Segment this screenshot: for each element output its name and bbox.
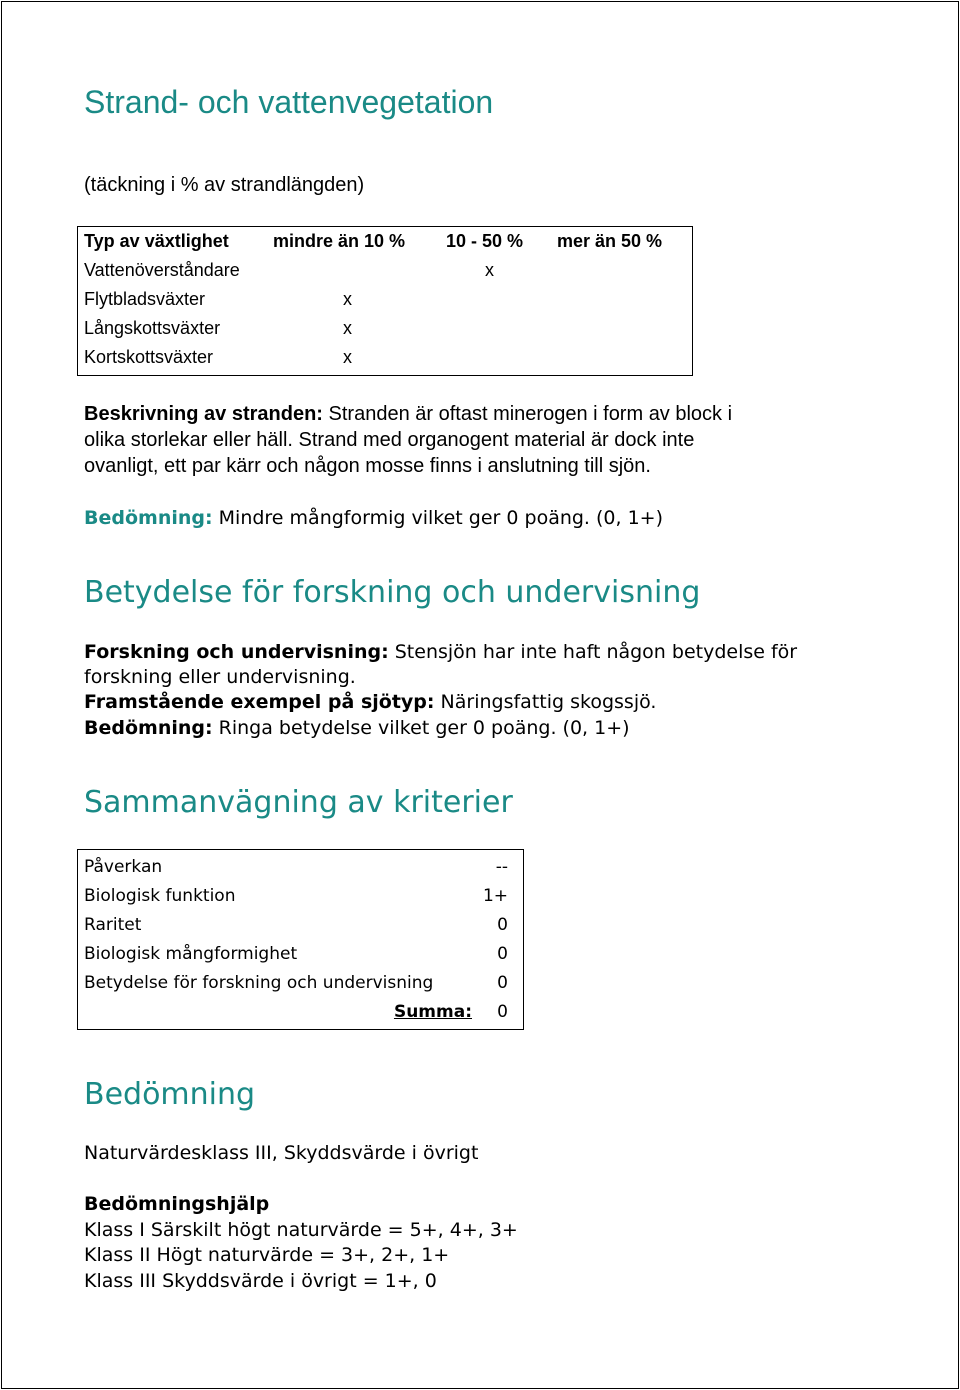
summary-row-label: Biologisk funktion: [84, 886, 236, 906]
summary-row-label: Betydelse för forskning och undervisning: [84, 973, 434, 993]
research-assessment: [84, 717, 630, 739]
example-line: [84, 691, 656, 713]
table-row-label: Flytbladsväxter: [84, 289, 206, 309]
shore-description-line-1: [84, 403, 732, 426]
summary-row-label: Biologisk mångformighet: [84, 944, 298, 964]
summary-row-value: 0: [497, 915, 508, 935]
section-title-summary: Sammanvägning av kriterier: [84, 785, 513, 820]
section-title-research: Betydelse för forskning och undervisning: [84, 575, 701, 610]
summary-row-value: 0: [497, 944, 508, 964]
summary-row-label: Påverkan: [84, 857, 163, 877]
table-header-10-50: 10 - 50 %: [446, 231, 524, 251]
research-assessment-label: Bedömning:: [84, 717, 213, 739]
table-row-label: Långskottsväxter: [84, 318, 221, 338]
table-cell-mark: x: [343, 318, 352, 338]
table-row-label: Vattenöverståndare: [84, 260, 240, 280]
table-cell-mark: x: [343, 347, 352, 367]
summary-row-value: 0: [497, 973, 508, 993]
research-text-1: Stensjön har inte haft någon betydelse för: [394, 641, 798, 663]
shore-description-text-1: Stranden är oftast minerogen i form av block i: [328, 403, 733, 425]
shore-description-label: Beskrivning av stranden:: [84, 403, 323, 425]
summary-sum-value: 0: [497, 1002, 508, 1022]
shore-assessment-text: Mindre mångformig vilket ger 0 poäng. (0, 1+): [218, 507, 664, 529]
shore-assessment: [84, 507, 663, 529]
assessment-help-line: Klass III Skyddsvärde i övrigt = 1+, 0: [84, 1270, 437, 1292]
research-label: Forskning och undervisning:: [84, 641, 389, 663]
research-line-1: [84, 641, 797, 663]
research-assessment-text: Ringa betydelse vilket ger 0 poäng. (0, 1+): [218, 717, 630, 739]
summary-row-value: --: [495, 857, 508, 877]
table-header-less10: mindre än 10 %: [273, 231, 406, 251]
summary-sum-label: Summa:: [393, 1002, 472, 1022]
summary-row-value: 1+: [482, 886, 508, 906]
assessment-help-line: Klass II Högt naturvärde = 3+, 2+, 1+: [84, 1244, 450, 1266]
example-label: Framstående exempel på sjötyp:: [84, 691, 435, 713]
example-text: Näringsfattig skogssjö.: [440, 691, 657, 713]
research-line-2: forskning eller undervisning.: [84, 666, 356, 688]
assessment-help-title: Bedömningshjälp: [84, 1193, 270, 1215]
section-subtitle-coverage: (täckning i % av strandlängden): [84, 174, 365, 196]
shore-description-line-3: ovanligt, ett par kärr och någon mosse finns i anslutning till sjön.: [84, 455, 651, 477]
shore-assessment-label: Bedömning:: [84, 507, 213, 529]
table-row-label: Kortskottsväxter: [84, 347, 214, 367]
summary-row-label: Raritet: [84, 915, 142, 935]
table-header-more50: mer än 50 %: [557, 231, 663, 251]
table-cell-mark: x: [485, 260, 494, 280]
table-cell-mark: x: [343, 289, 352, 309]
section-title-assessment: Bedömning: [84, 1077, 256, 1112]
table-header-type: Typ av växtlighet: [84, 231, 229, 251]
assessment-help-line: Klass I Särskilt högt naturvärde = 5+, 4+, 3+: [84, 1219, 518, 1241]
section-title-vegetation: Strand- och vattenvegetation: [84, 84, 494, 120]
shore-description-line-2: olika storlekar eller häll. Strand med organogent material är dock inte: [84, 429, 695, 451]
assessment-result: Naturvärdesklass III, Skyddsvärde i övrigt: [84, 1142, 479, 1164]
